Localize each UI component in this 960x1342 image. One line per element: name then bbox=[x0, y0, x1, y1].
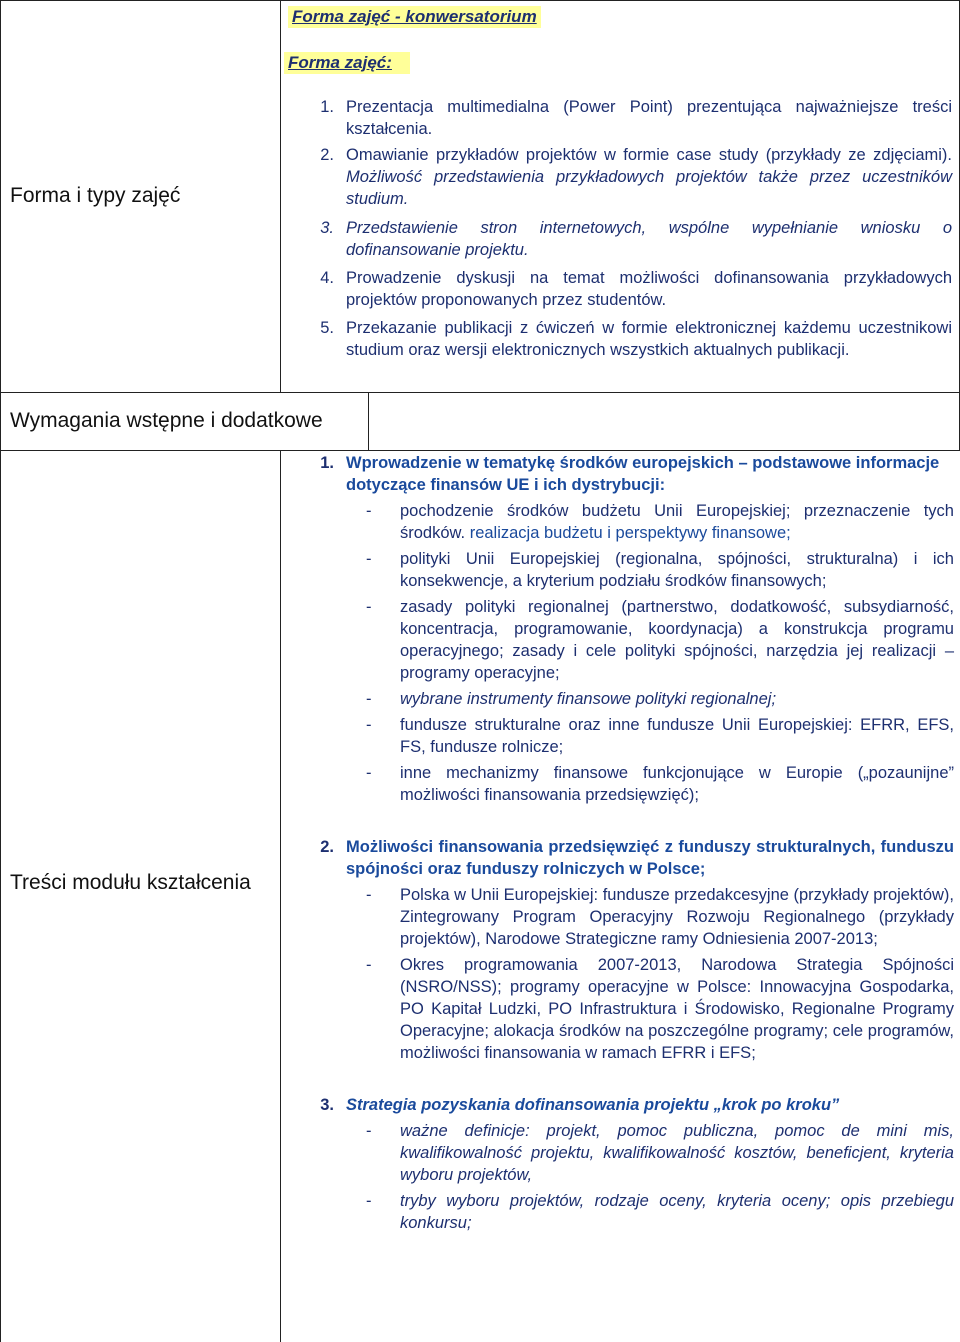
item-num: 5. bbox=[320, 319, 334, 337]
cell-tresci-label bbox=[0, 450, 281, 1342]
label-tresci-text: Treści modułu kształcenia bbox=[10, 871, 251, 894]
item-text: Przedstawienie stron internetowych, wspólne wypełnianie wniosku o dofinansowanie projektu. bbox=[346, 219, 952, 259]
bullet: - Polska w Unii Europejskiej: fundusze przedakcesyjne (przykłady projektów), Zintegrowany Program Operacyjny Rozwoju Regionalnego (przykłady projektów), Narodowe Strategiczne ramy Odniesienia 2007-2013; bbox=[366, 886, 954, 948]
bullet: - fundusze strukturalne oraz inne fundusze Unii Europejskiej: EFRR, EFS, FS, fundusze rolnicze; bbox=[366, 716, 954, 756]
forma-item-5 bbox=[300, 317, 952, 361]
bullet: - polityki Unii Europejskiej (regionalna, spójności, strukturalna) i ich konsekwencje, a kryterium podziału środków finansowych; bbox=[366, 550, 954, 590]
bullet: - Okres programowania 2007-2013, Narodowa Strategia Spójności (NSRO/NSS); programy operacyjne w Polsce: Innowacyjna Gospodarka, PO Kapitał Ludzki, PO Infrastruktura i Środowisko, Regionalne Programy Operacyjne; alokacja środków na poszczególne programy; cele programów, możliwości finansowania w ramach EFRR i EFS; bbox=[366, 956, 954, 1062]
item-num: 2. bbox=[320, 146, 334, 164]
bullet: - wybrane instrumenty finansowe polityki regionalnej; bbox=[366, 688, 954, 710]
section-title: Wprowadzenie w tematykę środków europejskich – podstawowe informacje dotyczące finansów UE i ich dystrybucji: bbox=[346, 454, 940, 494]
item-text-a: Omawianie przykładów projektów w formie case study (przykłady ze zdjęciami). bbox=[346, 146, 952, 164]
forma-item-4 bbox=[300, 267, 952, 311]
forma-item-3 bbox=[300, 217, 952, 261]
bullet-text: zasady polityki regionalnej (partnerstwo, dodatkowość, subsydiarność, koncentracja, programowanie, koordynacja) a konstrukcja programu operacyjnego; zasady i cele polityki spójności, narzędzia jej realizacji – programy operacyjne; bbox=[400, 598, 954, 682]
label-wymagania: Wymagania wstępne i dodatkowe bbox=[10, 409, 323, 432]
forma-subheading: Forma zajęć: bbox=[284, 52, 410, 74]
section-title: Możliwości finansowania przedsięwzięć z funduszy strukturalnych, funduszu spójności oraz funduszy rolniczych w Polsce; bbox=[346, 838, 954, 878]
tresci-section-3 bbox=[300, 1094, 954, 1116]
bullet-text: Polska w Unii Europejskiej: fundusze przedakcesyjne (przykłady projektów), Zintegrowany Program Operacyjny Rozwoju Regionalnego (przykłady projektów), Narodowe Strategiczne ramy Odniesienia 2007-2013; bbox=[400, 886, 954, 948]
bullet: - pochodzenie środków budżetu Unii Europejskiej; przeznaczenie tych środków. realizacja budżetu i perspektywy finansowe; bbox=[366, 502, 954, 542]
bullet: - zasady polityki regionalnej (partnerstwo, dodatkowość, subsydiarność, koncentracja, programowanie, koordynacja) a konstrukcja programu operacyjnego; zasady i cele polityki spójności, narzędzia jej realizacji – programy operacyjne; bbox=[366, 598, 954, 682]
item-text: Prowadzenie dyskusji na temat możliwości dofinansowania przykładowych projektów proponowanych przez studentów. bbox=[346, 269, 952, 309]
cell-wymagania-content bbox=[368, 392, 960, 451]
forma-heading: Forma zajęć - konwersatorium bbox=[288, 6, 541, 28]
label-tresci bbox=[2, 870, 270, 896]
forma-item-2 bbox=[300, 144, 952, 210]
bullet-text: tryby wyboru projektów, rodzaje oceny, kryteria oceny; opis przebiegu konkursu; bbox=[400, 1192, 954, 1232]
item-num: 4. bbox=[320, 269, 334, 287]
bullet-text: Okres programowania 2007-2013, Narodowa Strategia Spójności (NSRO/NSS); programy operacyjne w Polsce: Innowacyjna Gospodarka, PO Kapitał Ludzki, PO Infrastruktura i Środowisko, Regionalne Programy Operacyjne; alokacja środków na poszczególne programy; cele programów, możliwości finansowania w ramach EFRR i EFS; bbox=[400, 956, 954, 1062]
item-text bbox=[346, 144, 952, 210]
section-num: 1. bbox=[320, 454, 334, 472]
section-title: Strategia pozyskania dofinansowania projektu „krok po kroku” bbox=[346, 1096, 840, 1114]
section-num: 2. bbox=[320, 838, 334, 856]
bullet-text: wybrane instrumenty finansowe polityki regionalnej; bbox=[400, 690, 777, 708]
bullet-text: pochodzenie środków budżetu Unii Europejskiej; przeznaczenie tych środków. realizacja budżetu i perspektywy finansowe; bbox=[400, 502, 954, 542]
bullet-text: ważne definicje: projekt, pomoc publiczna, pomoc de mini mis, kwalifikowalność projektu, kwalifikowalność kosztów, beneficjent, kryteria wyboru projektów, bbox=[400, 1122, 954, 1184]
item-num: 3. bbox=[320, 219, 334, 237]
bullet: - tryby wyboru projektów, rodzaje oceny, kryteria oceny; opis przebiegu konkursu; bbox=[366, 1192, 954, 1232]
bullet: - inne mechanizmy finansowe funkcjonujące w Europie („pozaunijne” możliwości finansowania przedsięwzięć); bbox=[366, 764, 954, 804]
tresci-section-1 bbox=[300, 452, 954, 496]
tresci-content bbox=[300, 452, 960, 1234]
bullet-text: inne mechanizmy finansowe funkcjonujące w Europie („pozaunijne” możliwości finansowania przedsięwzięć); bbox=[400, 764, 954, 804]
item-text: Przekazanie publikacji z ćwiczeń w formie elektronicznej każdemu uczestnikowi studium oraz wersji elektronicznych wszystkich aktualnych publikacji. bbox=[346, 319, 952, 359]
tresci-section-2 bbox=[300, 836, 954, 880]
item-num: 1. bbox=[320, 98, 334, 116]
section-num: 3. bbox=[320, 1096, 334, 1114]
bullet: - ważne definicje: projekt, pomoc publiczna, pomoc de mini mis, kwalifikowalność projektu, kwalifikowalność kosztów, beneficjent, kryteria wyboru projektów, bbox=[366, 1122, 954, 1184]
bullet-text: fundusze strukturalne oraz inne fundusze Unii Europejskiej: EFRR, EFS, FS, fundusze rolnicze; bbox=[400, 716, 954, 756]
forma-items bbox=[300, 96, 958, 361]
item-text-b: Możliwość przedstawienia przykładowych projektów także przez uczestników studium. bbox=[346, 168, 952, 208]
label-forma: Forma i typy zajęć bbox=[10, 184, 181, 207]
item-text: Prezentacja multimedialna (Power Point) prezentująca najważniejsze treści kształcenia. bbox=[346, 98, 952, 138]
forma-item-1 bbox=[300, 96, 952, 140]
bullet-text: polityki Unii Europejskiej (regionalna, spójności, strukturalna) i ich konsekwencje, a kryterium podziału środków finansowych; bbox=[400, 550, 954, 590]
